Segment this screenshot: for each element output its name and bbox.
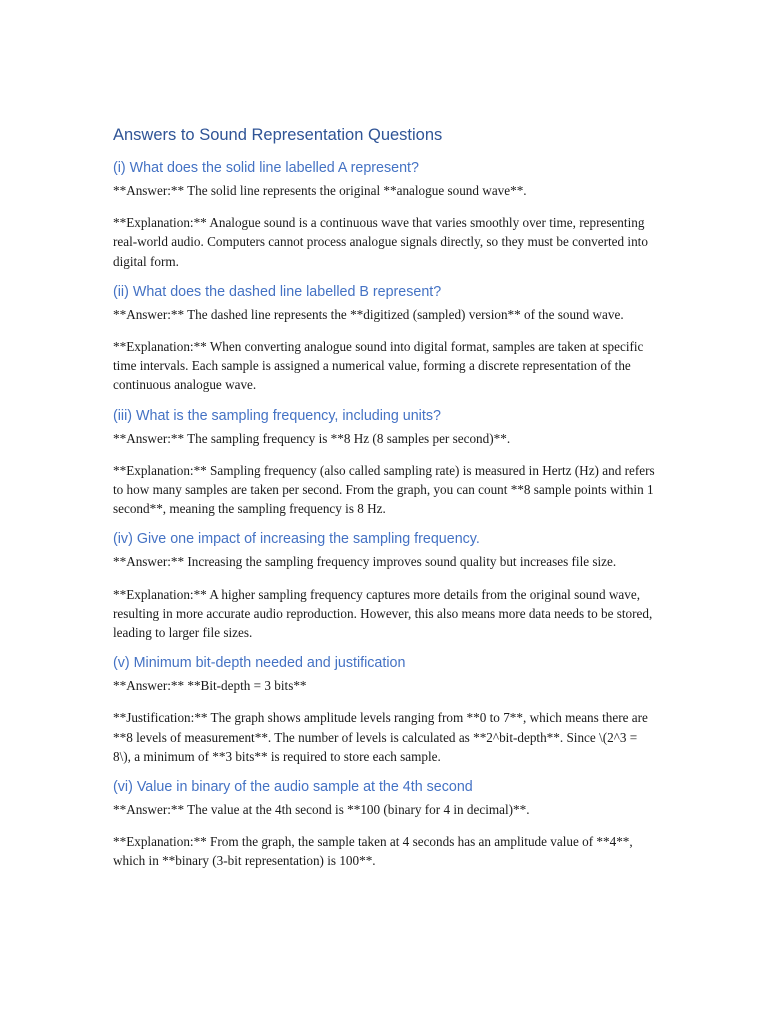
document-page [113, 124, 658, 882]
question-heading: (iii) What is the sampling frequency, including units? [113, 407, 441, 424]
question-section-5 [113, 653, 658, 766]
explanation-paragraph: **Explanation:** Sampling frequency (also called sampling rate) is measured in Hertz (Hz) and refers to how many samples are taken per second. From the graph, you can count **8 sample points within 1 second**, meaning the sampling frequency is 8 Hz. [113, 462, 655, 517]
question-heading: (ii) What does the dashed line labelled B represent? [113, 283, 442, 300]
question-section-6 [113, 777, 658, 871]
answer-paragraph: **Answer:** The value at the 4th second is **100 (binary for 4 in decimal)**. [113, 802, 530, 818]
explanation-paragraph: **Explanation:** A higher sampling frequency captures more details from the original sound wave, resulting in more accurate audio reproduction. However, this also means more data needs to be stored, leading to larger file sizes. [113, 586, 653, 641]
explanation-paragraph: **Explanation:** When converting analogue sound into digital format, samples are taken at specific time intervals. Each sample is assigned a numerical value, forming a discrete representation of the continuous analogue wave. [113, 339, 644, 393]
answer-paragraph: **Answer:** The sampling frequency is **8 Hz (8 samples per second)**. [113, 430, 511, 446]
answer-paragraph: **Answer:** **Bit-depth = 3 bits** [113, 678, 307, 694]
answer-paragraph: **Answer:** Increasing the sampling frequency improves sound quality but increases file size. [113, 554, 617, 570]
question-section-3 [113, 406, 658, 519]
answer-paragraph: **Answer:** The dashed line represents the **digitized (sampled) version** of the sound wave. [113, 306, 624, 322]
question-heading: (v) Minimum bit-depth needed and justification [113, 655, 406, 672]
question-heading: (iv) Give one impact of increasing the sampling frequency. [113, 531, 480, 548]
document-title: Answers to Sound Representation Questions [113, 126, 443, 144]
question-section-2 [113, 282, 658, 395]
question-section-1 [113, 158, 658, 271]
explanation-paragraph: **Explanation:** From the graph, the sample taken at 4 seconds has an amplitude value of **4**, which in **binary (3-bit representation) is 100**. [113, 834, 633, 869]
question-heading: (vi) Value in binary of the audio sample at the 4th second [113, 779, 473, 796]
answer-paragraph: **Answer:** The solid line represents the original **analogue sound wave**. [113, 183, 527, 198]
question-heading: (i) What does the solid line labelled A represent? [113, 160, 419, 176]
explanation-paragraph: **Explanation:** Analogue sound is a continuous wave that varies smoothly over time, representing real-world audio. Computers cannot process analogue signals directly, so they must be converted into digital form. [113, 215, 648, 269]
question-section-4 [113, 529, 658, 642]
justification-paragraph: **Justification:** The graph shows amplitude levels ranging from **0 to 7**, which means there are **8 levels of measurement**. The number of levels is calculated as **2^bit-depth**. Since \(2^3 = 8\), a minimum of **3 bits** is required to store each sample. [113, 710, 648, 764]
